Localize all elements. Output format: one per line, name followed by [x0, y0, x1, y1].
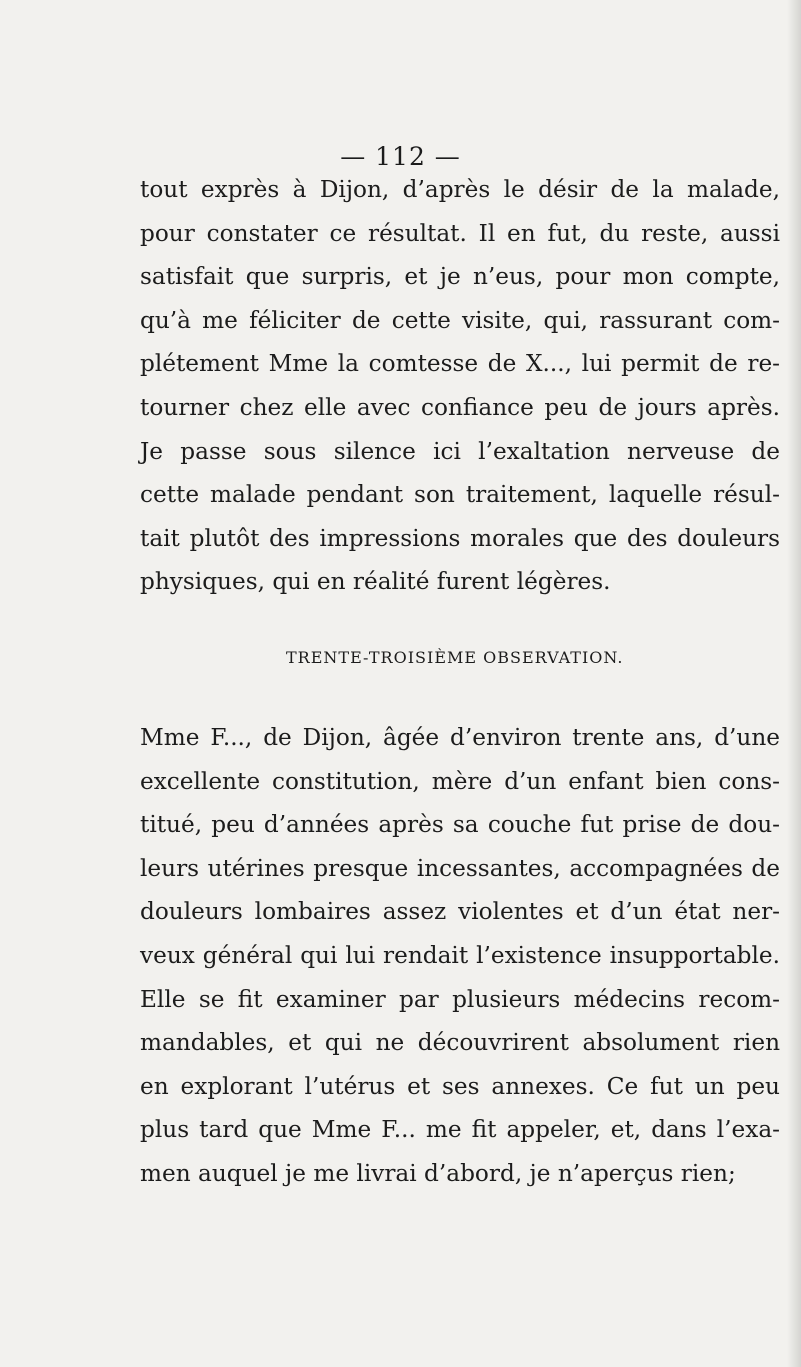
text-line: satisfait que surpris, et je n’eus, pour mon compte, — [140, 263, 780, 291]
text-line: tourner chez elle avec confiance peu de jours après. — [140, 393, 780, 421]
text-line: en explorant l’utérus et ses annexes. Ce fut un peu — [140, 1072, 780, 1100]
text-line: titué, peu d’années après sa couche fut prise de dou- — [140, 811, 780, 839]
text-line: physiques, qui en réalité furent légères. — [140, 568, 611, 596]
text-line: cette malade pendant son traitement, laquelle résul- — [140, 481, 780, 509]
text-line: leurs utérines presque incessantes, accompagnées de — [140, 854, 780, 882]
text-line: qu’à me féliciter de cette visite, qui, rassurant com- — [140, 306, 780, 334]
text-line: excellente constitution, mère d’un enfant bien cons- — [140, 767, 780, 795]
text-line: veux général qui lui rendait l’existence insupportable. — [140, 941, 780, 969]
section-heading: TRENTE-TROISIÈME OBSERVATION. — [286, 648, 624, 667]
text-line: plus tard que Mme F... me fit appeler, et, dans l’exa- — [140, 1116, 780, 1144]
paragraph-2 — [140, 716, 780, 1196]
text-line: Mme F..., de Dijon, âgée d’environ trente ans, d’une — [140, 724, 780, 751]
text-line: tait plutôt des impressions morales que des douleurs — [140, 524, 780, 552]
text-line: pour constater ce résultat. Il en fut, du reste, aussi — [140, 219, 780, 247]
text-line: douleurs lombaires assez violentes et d’un état ner- — [140, 898, 780, 926]
paragraph-1 — [140, 168, 780, 604]
text-line: mandables, et qui ne découvrirent absolument rien — [140, 1029, 780, 1057]
page-edge-shadow — [787, 0, 801, 1367]
text-line: Je passe sous silence ici l’exaltation nerveuse de — [140, 437, 780, 465]
page-number: — 112 — — [340, 142, 461, 171]
text-line: tout exprès à Dijon, d’après le désir de la malade, — [140, 176, 780, 203]
text-line: plétement Mme la comtesse de X..., lui permit de re- — [140, 350, 780, 378]
text-line: Elle se fit examiner par plusieurs médecins recom- — [140, 985, 780, 1013]
text-line: men auquel je me livrai d’abord, je n’aperçus rien; — [140, 1159, 736, 1187]
